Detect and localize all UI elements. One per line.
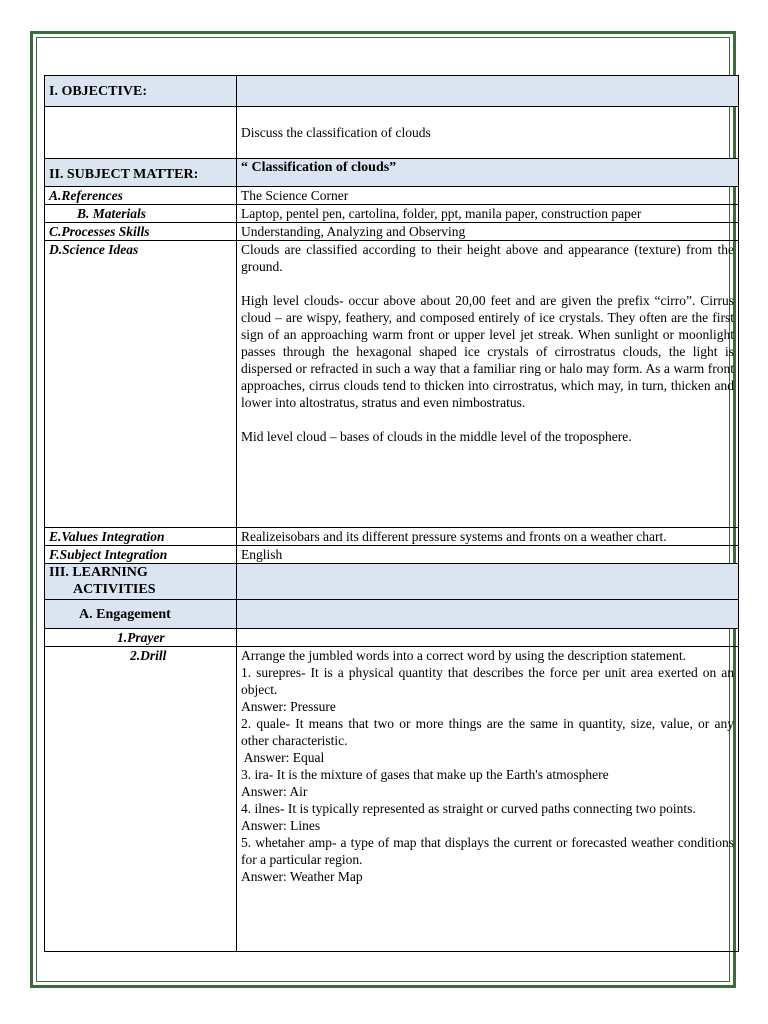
subject-integration-row	[45, 546, 739, 564]
engagement-row	[45, 600, 739, 629]
prayer-label: 1.Prayer	[45, 629, 237, 647]
science-idea-paragraph: Mid level cloud – bases of clouds in the middle level of the troposphere.	[241, 429, 632, 444]
drill-line: Answer: Weather Map	[241, 869, 363, 884]
objective-header-row	[45, 76, 739, 107]
drill-line: Answer: Lines	[241, 818, 321, 833]
science-ideas-label: D.Science Ideas	[45, 241, 237, 528]
prayer-row	[45, 629, 739, 647]
science-ideas-row	[45, 241, 739, 528]
materials-value: Laptop, pentel pen, cartolina, folder, ppt, manila paper, construction paper	[237, 205, 739, 223]
subject-integration-label: F.Subject Integration	[45, 546, 237, 564]
subject-matter-title: “ Classification of clouds”	[237, 159, 739, 187]
drill-line: 4. ilnes- It is typically represented as straight or curved paths connecting two points.	[241, 801, 696, 816]
science-idea-paragraph: Clouds are classified according to their height above and appearance (texture) from the ground.	[241, 242, 734, 274]
values-row	[45, 528, 739, 546]
values-value: Realizeisobars and its different pressure systems and fronts on a weather chart.	[237, 528, 739, 546]
objective-text: Discuss the classification of clouds	[237, 107, 739, 159]
references-value: The Science Corner	[237, 187, 739, 205]
engagement-heading: A. Engagement	[45, 600, 237, 629]
science-idea-paragraph: High level clouds- occur above about 20,00 feet and are given the prefix “cirro”. Cirrus cloud – are wispy, feathery, and composed entirely of ice crystals. They often are the first sign of an approaching warm front or upper level jet streak. When sunlight or moonlight passes through the hexagonal shaped ice crystals of cirrostratus clouds, the light is dispersed or refracted in such a way that a familiar ring or halo may form. As a warm front approaches, cirrus clouds tend to thicken into cirrostratus, which may, in turn, thicken and lower into altostratus, stratus and even nimbostratus.	[241, 293, 734, 410]
subject-matter-heading: II. SUBJECT MATTER:	[45, 159, 237, 187]
references-row	[45, 187, 739, 205]
drill-line: 1. surepres- It is a physical quantity that describes the force per unit area exerted on an object.	[241, 665, 734, 697]
drill-label: 2.Drill	[45, 647, 237, 952]
drill-line: 2. quale- It means that two or more things are the same in quantity, size, value, or any other characteristic.	[241, 716, 734, 748]
drill-intro: Arrange the jumbled words into a correct word by using the description statement.	[241, 648, 687, 663]
learning-activities-row	[45, 564, 739, 600]
values-label: E.Values Integration	[45, 528, 237, 546]
skills-row	[45, 223, 739, 241]
drill-row	[45, 647, 739, 952]
materials-row	[45, 205, 739, 223]
objective-row	[45, 107, 739, 159]
drill-line: 3. ira- It is the mixture of gases that make up the Earth's atmosphere	[241, 767, 609, 782]
drill-line: Answer: Pressure	[241, 699, 336, 714]
materials-label: B. Materials	[45, 205, 237, 223]
drill-line: 5. whetaher amp- a type of map that displays the current or forecasted weather conditions for a particular region.	[241, 835, 734, 867]
skills-value: Understanding, Analyzing and Observing	[237, 223, 739, 241]
learning-heading-line2: ACTIVITIES	[73, 582, 156, 597]
skills-label: C.Processes Skills	[45, 223, 237, 241]
subject-integration-value: English	[237, 546, 739, 564]
learning-heading-line1: III. LEARNING	[49, 565, 148, 580]
references-label: A.References	[45, 187, 237, 205]
lesson-plan-table	[44, 75, 739, 952]
drill-line: Answer: Air	[241, 784, 308, 799]
objective-heading: I. OBJECTIVE:	[45, 76, 237, 107]
drill-line: Answer: Equal	[241, 750, 325, 765]
subject-matter-row	[45, 159, 739, 187]
